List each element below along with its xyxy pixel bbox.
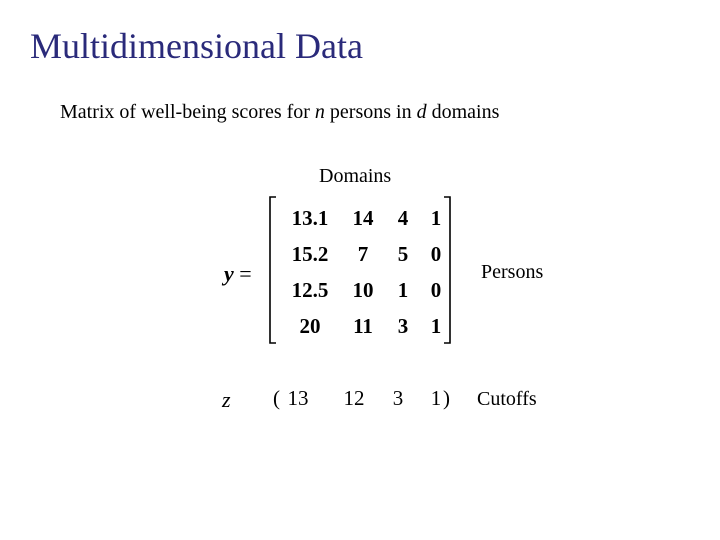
left-bracket [270,197,276,343]
subtitle-d: d [416,101,427,123]
matrix-cell: 3 [397,314,409,338]
matrix-cell: 14 [352,206,374,230]
matrix-cell: 1 [430,314,442,338]
cutoff-value: 1 [430,386,442,410]
subtitle-n: n [314,101,325,123]
matrix-cell: 1 [397,278,409,302]
matrix-cell: 10 [352,278,374,302]
cutoff-value: 13 [287,386,309,410]
matrix-cell: 7 [357,242,369,266]
matrix-cell: 20 [299,314,321,338]
matrix-cell: 5 [397,242,409,266]
matrix-cell: 11 [353,314,373,338]
subtitle-part: domains [426,101,500,123]
subtitle-part: persons in [324,101,417,123]
matrix-cell: 13.1 [291,206,329,230]
persons-label: Persons [481,261,544,283]
domains-label: Domains [319,165,392,187]
right-bracket [444,197,450,343]
subtitle-part: Matrix of well-being scores for [60,101,315,123]
slide-title: Multidimensional Data [30,26,363,66]
cutoff-value: 12 [343,386,365,410]
matrix-cell: 15.2 [291,242,329,266]
subtitle [60,100,499,124]
matrix-variable [224,263,252,285]
equals-sign: = [239,261,252,286]
cutoffs-label: Cutoffs [477,388,537,410]
matrix-cell: 0 [430,242,442,266]
matrix-cell: 4 [397,206,409,230]
z-variable: z [222,387,231,412]
cutoff-close-paren: ) [443,386,450,410]
cutoff-open-paren: ( [273,386,280,410]
matrix-cell: 0 [430,278,442,302]
cutoff-value: 3 [392,386,404,410]
y-variable: y [224,261,234,286]
matrix-cell: 1 [430,206,442,230]
matrix-cell: 12.5 [291,278,329,302]
